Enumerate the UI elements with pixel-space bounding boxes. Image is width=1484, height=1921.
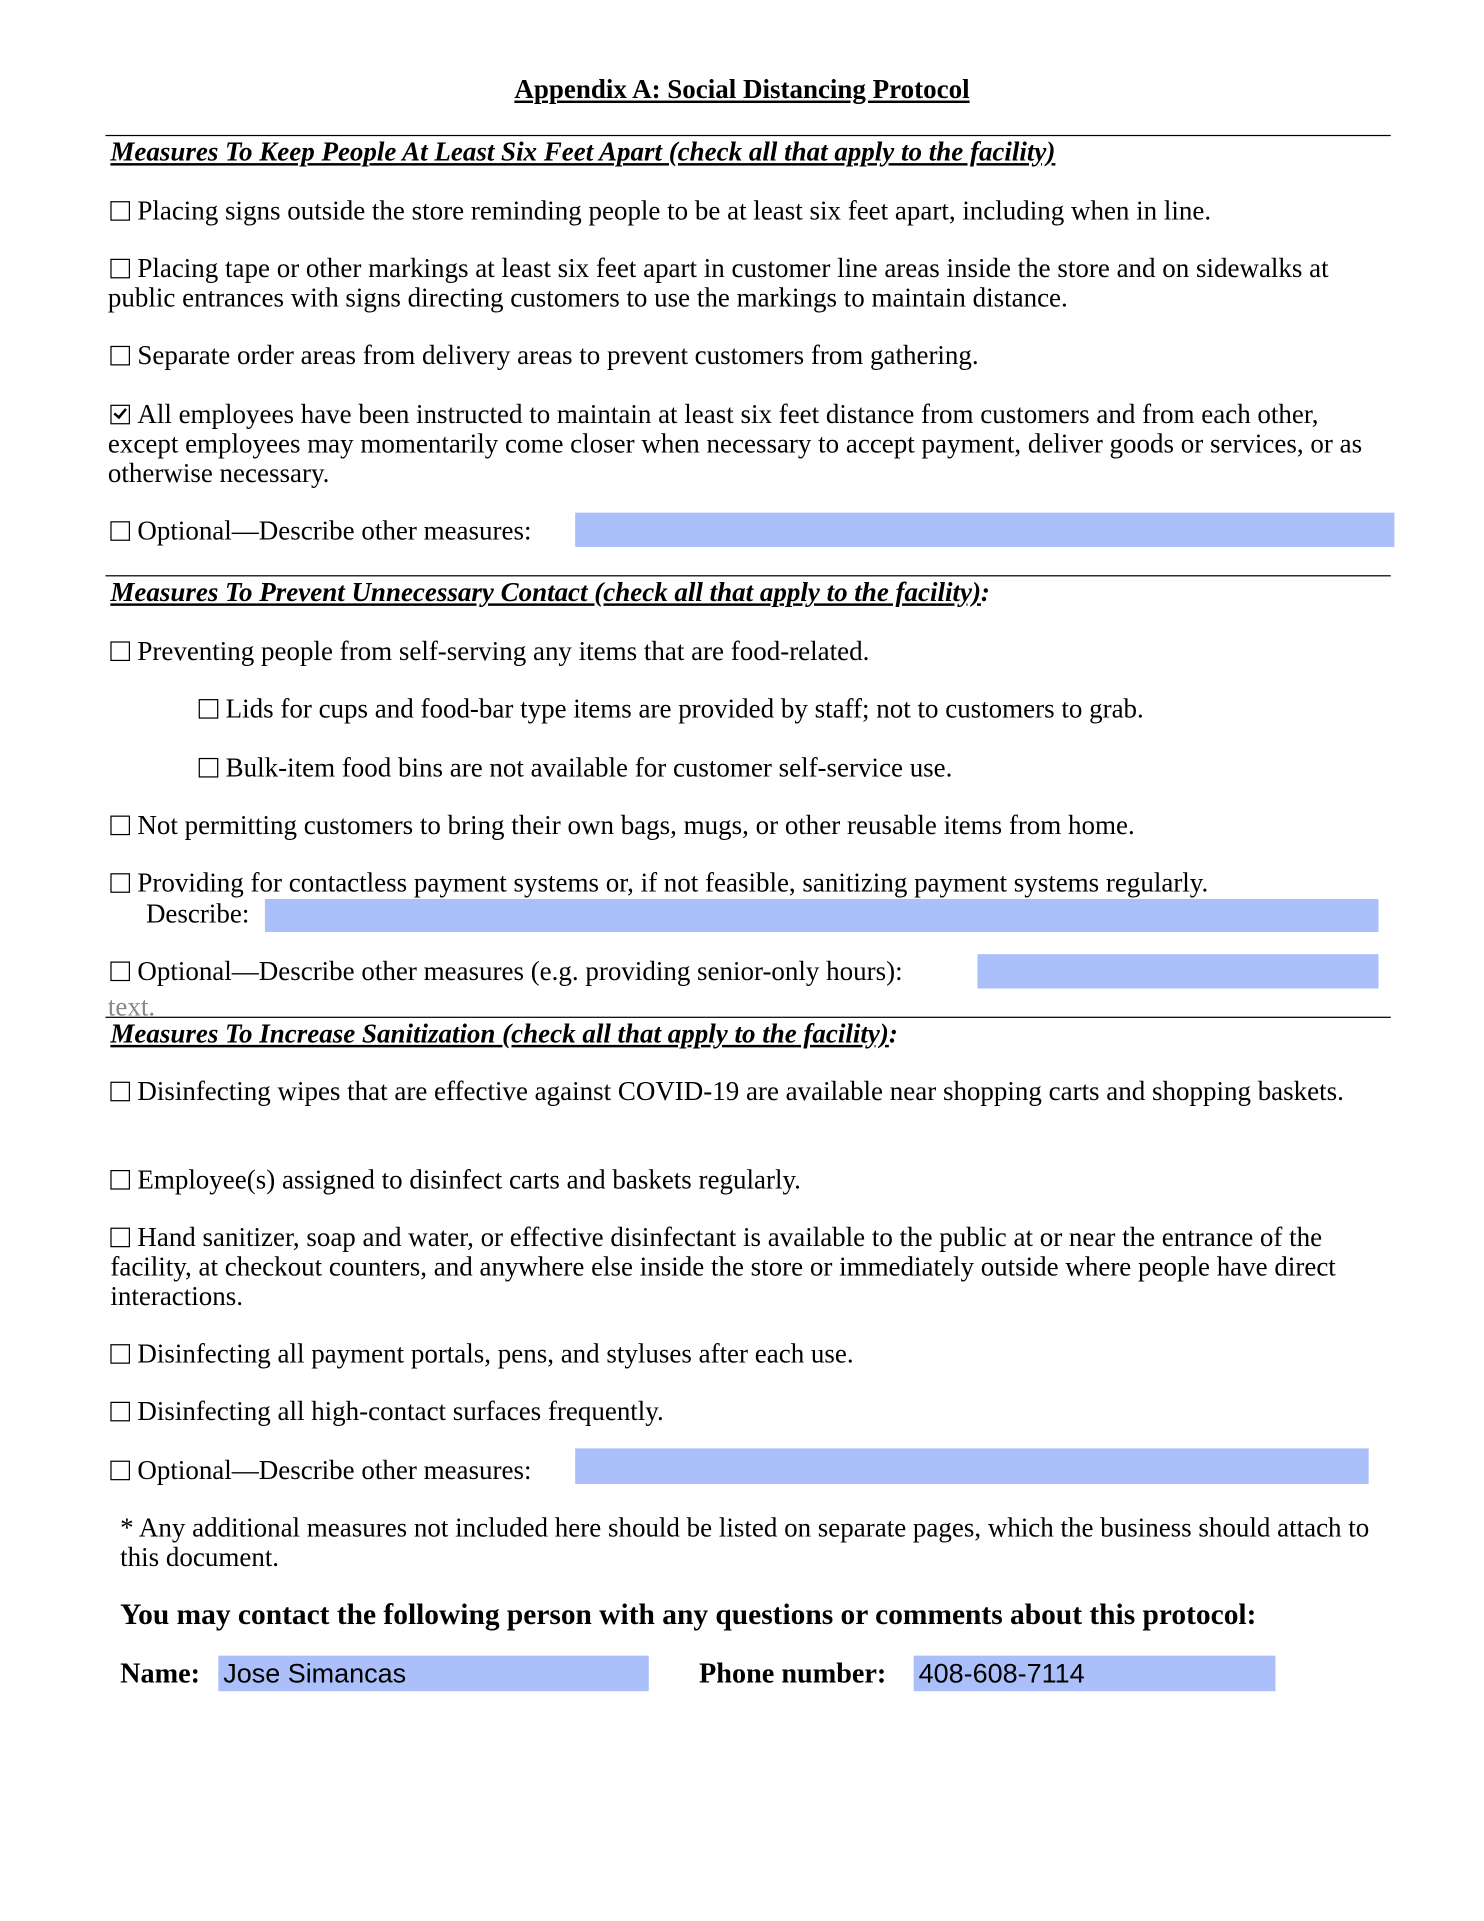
checkbox[interactable] (110, 1344, 130, 1364)
checkbox-label: Providing for contactless payment systems or, if not feasible, sanitizing payment systems regularly. (137, 867, 1209, 898)
page-title: Appendix A: Social Distancing Protocol (514, 73, 970, 105)
checkbox[interactable] (110, 521, 130, 541)
checkbox-item (110, 1397, 1398, 1426)
checkbox-label: Placing signs outside the store reminding people to be at least six feet apart, including when in line. (137, 194, 1212, 226)
checkbox-label: Disinfecting wipes that are effective against COVID-19 are available near shopping carts and shopping baskets. (137, 1075, 1344, 1107)
section1-heading-text: Measures To Keep People At Least Six Feet Apart (check all that apply to the facility) (110, 136, 1056, 167)
checkbox-item (110, 637, 1398, 666)
checkbox[interactable] (199, 699, 219, 719)
checkbox[interactable] (110, 1228, 130, 1248)
phone-label: Phone number: (699, 1658, 887, 1689)
checkbox-item (110, 196, 1398, 225)
checkbox[interactable] (110, 259, 130, 279)
checkbox-item (199, 753, 1484, 782)
checkbox-label: Hand sanitizer, soap and water, or effective disinfectant is available to the public at or near the entrance of the facility, at checkout counters, and anywhere else inside the store or immediately outside where people have direct interactions. (110, 1221, 1336, 1312)
section1-heading (110, 137, 1055, 166)
checkbox-item (110, 1165, 1398, 1194)
checkbox[interactable] (110, 816, 130, 836)
checkbox-label: Optional—Describe other measures (e.g. providing senior-only hours): (137, 955, 903, 987)
heading-colon: : (888, 1017, 898, 1049)
checkbox-item (199, 694, 1484, 723)
checkbox-item (108, 254, 1396, 313)
checkbox-item (110, 1223, 1398, 1311)
checkbox[interactable] (110, 1170, 130, 1190)
name-field[interactable]: Jose Simancas (218, 1656, 648, 1692)
checkbox-label: Disinfecting all payment portals, pens, and styluses after each use. (137, 1338, 854, 1369)
checkbox-label: Optional—Describe other measures: (137, 515, 532, 546)
section3-heading-text: Measures To Increase Sanitization (check all that apply to the facility) (110, 1017, 889, 1049)
checkbox-label: Bulk-item food bins are not available for customer self-service use. (225, 751, 953, 783)
overflow-text: text. (107, 990, 156, 1022)
checkbox-label: Preventing people from self-serving any items that are food-related. (137, 635, 870, 666)
checkbox-item (110, 868, 1398, 897)
checkbox[interactable] (110, 641, 130, 661)
section2-heading (110, 578, 990, 607)
section2-heading-text: Measures To Prevent Unnecessary Contact (check all that apply to the facility) (110, 576, 981, 608)
checkbox[interactable] (110, 201, 130, 221)
checkbox-label: Separate order areas from delivery areas to prevent customers from gathering. (137, 339, 979, 371)
checkbox-item (110, 1339, 1398, 1368)
checkbox-label: Placing tape or other markings at least six feet apart in customer line areas inside the store and on sidewalks at public entrances with signs directing customers to use the markings to maintain distance. (107, 252, 1329, 313)
checkbox-checked[interactable] (110, 405, 130, 425)
additional-measures-note: * Any additional measures not included here should be listed on separate pages, which the business should attach to this document. (120, 1512, 1370, 1573)
checkbox[interactable] (110, 346, 130, 366)
checkbox-label: Disinfecting all high-contact surfaces frequently. (137, 1395, 664, 1427)
name-label: Name: (120, 1658, 201, 1689)
checkbox-label: Lids for cups and food-bar type items are provided by staff; not to customers to grab. (225, 692, 1144, 724)
checkbox-item (110, 1077, 1398, 1106)
checkbox-label: Not permitting customers to bring their own bags, mugs, or other reusable items from home. (137, 809, 1135, 841)
contact-heading: You may contact the following person with any questions or comments about this protocol: (120, 1599, 1257, 1632)
checkbox-label: All employees have been instructed to maintain at least six feet distance from customers and from each other, except employees may momentarily come closer when necessary to accept payment, deliver goods or services, or as otherwise necessary. (107, 398, 1363, 489)
section3-heading (110, 1019, 897, 1048)
heading-colon: : (980, 576, 990, 608)
checkbox-item (110, 811, 1398, 840)
other-measures-field-2[interactable] (977, 954, 1378, 988)
checkbox[interactable] (199, 758, 219, 778)
checkbox[interactable] (110, 961, 130, 981)
checkbox[interactable] (110, 873, 130, 893)
checkbox[interactable] (110, 1082, 130, 1102)
phone-field[interactable]: 408-608-7114 (914, 1656, 1276, 1692)
payment-describe-field[interactable] (265, 899, 1379, 932)
other-measures-field-1[interactable] (575, 513, 1394, 547)
other-measures-field-3[interactable] (575, 1448, 1368, 1484)
checkbox[interactable] (110, 1461, 130, 1481)
checkbox-label: Employee(s) assigned to disinfect carts and baskets regularly. (137, 1163, 801, 1195)
checkbox-item (108, 400, 1396, 488)
checkbox[interactable] (110, 1402, 130, 1422)
checkbox-item (110, 341, 1398, 370)
describe-label: Describe: (145, 897, 250, 929)
checkbox-label: Optional—Describe other measures: (137, 1454, 532, 1486)
